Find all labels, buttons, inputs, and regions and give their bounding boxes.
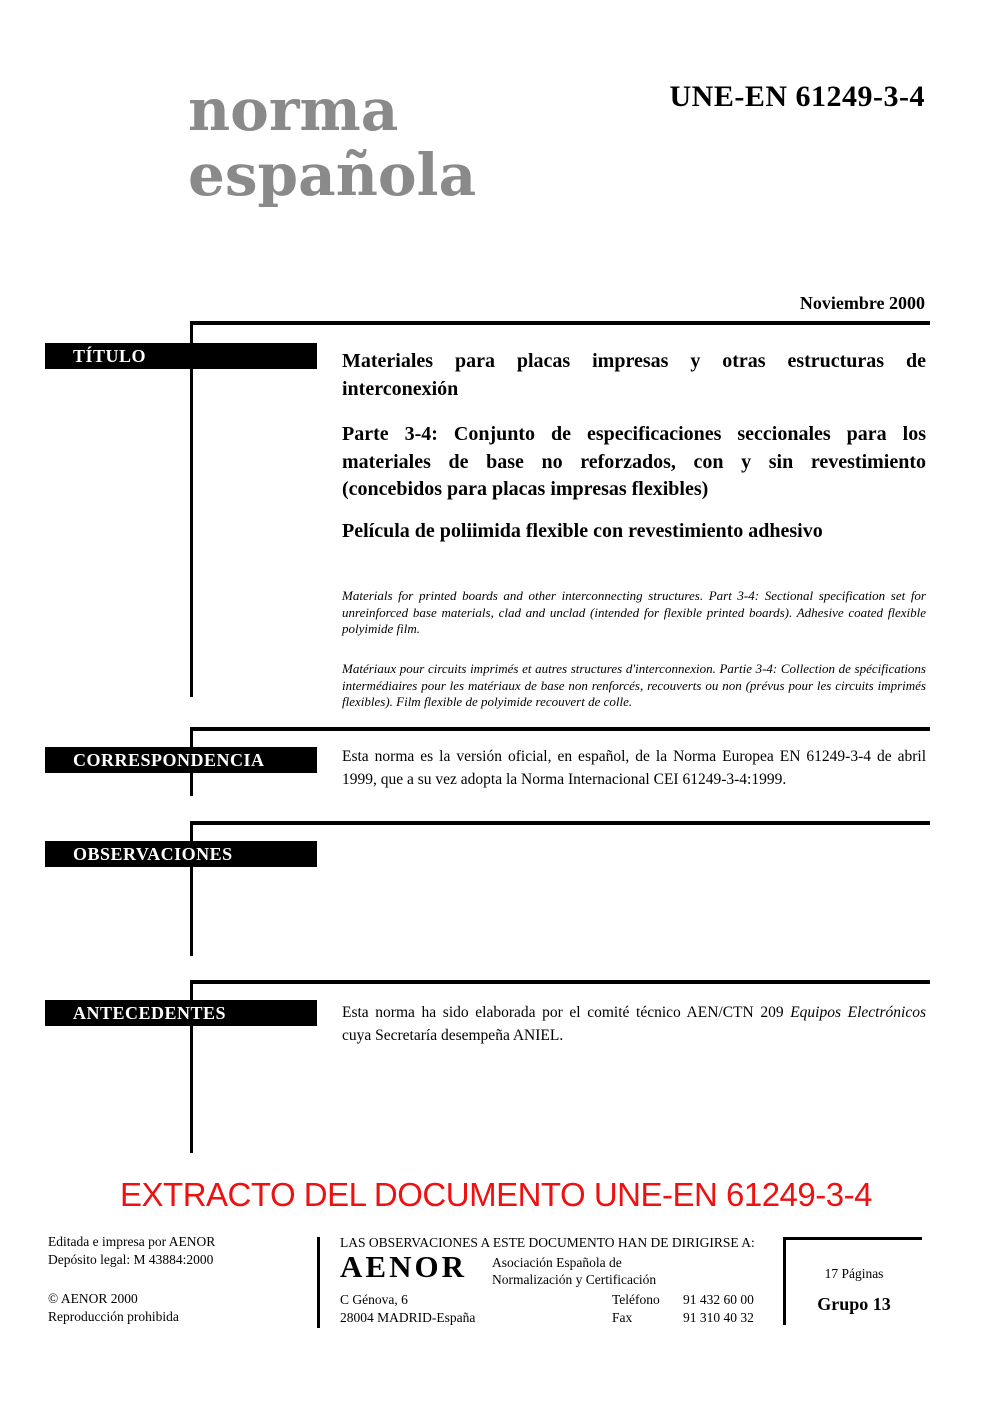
phone-label: Teléfono [612, 1292, 660, 1307]
titulo-vertical-rule [190, 321, 193, 697]
footer-contact-labels [612, 1291, 660, 1326]
aenor-logo-text: AENOR [340, 1249, 467, 1284]
observaciones-label-bar [45, 841, 317, 867]
logo-line-1: norma [188, 76, 399, 144]
correspondencia-label: CORRESPONDENCIA [73, 749, 265, 770]
title-french: Matériaux pour circuits imprimés et autres structures d'interconnexion. Partie 3-4: Collection de spécifications intermédiaires pour les matériaux de base non renforcés, recouverts ou non (prévus pour les circuits imprimés flexibles). Film flexible de polyimide recouvert de colle. [342, 661, 926, 709]
antecedentes-text-start: Esta norma ha sido elaborada por el comité técnico AEN/CTN 209 [342, 1004, 791, 1021]
title-english: Materials for printed boards and other interconnecting structures. Part 3-4: Sectional specification set for unreinforced base materials, clad and unclad (intended for flexible printed boards). Adhesive coated flexible polyimide film. [342, 588, 926, 636]
antecedentes-committee-name: Equipos Electrónicos [790, 1004, 926, 1021]
org-description-line-1: Asociación Española de [492, 1255, 622, 1270]
footer-publisher-block [48, 1233, 215, 1268]
footer-street: C Génova, 6 [340, 1292, 408, 1307]
correspondencia-text: Esta norma es la versión oficial, en español, de la Norma Europea EN 61249-3-4 de abril 1999, que a su vez adopta la Norma Internacional CEI 61249-3-4:1999. [342, 748, 926, 788]
antecedentes-top-rule [190, 980, 930, 984]
document-code: UNE-EN 61249-3-4 [669, 80, 925, 113]
title-spanish-1: Materiales para placas impresas y otras estructuras de interconexión [342, 350, 926, 400]
footer-divider-line [317, 1237, 320, 1328]
antecedentes-text-end: cuya Secretaría desempeña ANIEL. [342, 1027, 564, 1044]
footer-reproduction-notice: Reproducción prohibida [48, 1308, 179, 1324]
logo-line-2: española [188, 141, 477, 209]
footer-address-block [340, 1291, 475, 1326]
phone-number: 91 432 60 00 [683, 1292, 754, 1307]
footer-published-by: Editada e impresa por AENOR [48, 1234, 216, 1249]
footer-pages-group-box [783, 1237, 922, 1325]
observaciones-top-rule [190, 821, 930, 825]
observaciones-label: OBSERVACIONES [73, 843, 233, 864]
org-description-line-2: Normalización y Certificación [492, 1271, 657, 1287]
footer-copyright-block [48, 1290, 179, 1325]
extract-banner: EXTRACTO DEL DOCUMENTO UNE-EN 61249-3-4 [120, 1176, 872, 1213]
fax-number: 91 310 40 32 [683, 1309, 754, 1325]
titulo-label: TÍTULO [73, 345, 147, 366]
correspondencia-top-rule [190, 727, 930, 731]
correspondencia-label-bar [45, 747, 317, 773]
footer-contact-numbers [683, 1291, 754, 1326]
title-spanish-3: Película de poliimida flexible con revestimiento adhesivo [342, 520, 823, 542]
footer-legal-deposit: Depósito legal: M 43884:2000 [48, 1251, 214, 1267]
titulo-top-rule [190, 321, 930, 325]
footer-observations-notice: LAS OBSERVACIONES A ESTE DOCUMENTO HAN DE DIRIGIRSE A: [340, 1235, 755, 1250]
titulo-label-bar [45, 343, 317, 369]
footer-city: 28004 MADRID-España [340, 1309, 476, 1325]
footer-copyright: © AENOR 2000 [48, 1291, 138, 1306]
antecedentes-label: ANTECEDENTES [73, 1002, 227, 1023]
norma-espanola-logo [188, 78, 476, 208]
antecedentes-label-bar [45, 1000, 317, 1026]
aenor-org-description [492, 1255, 656, 1288]
fax-label: Fax [612, 1309, 633, 1325]
title-spanish-2: Parte 3-4: Conjunto de especificaciones seccionales para los materiales de base no reforzados, con y sin revestimiento (concebidos para placas impresas flexibles) [342, 423, 926, 500]
antecedentes-text [342, 1001, 926, 1047]
group-number: Grupo 13 [817, 1294, 891, 1314]
publication-date: Noviembre 2000 [799, 293, 925, 313]
page-count: 17 Páginas [824, 1266, 884, 1281]
